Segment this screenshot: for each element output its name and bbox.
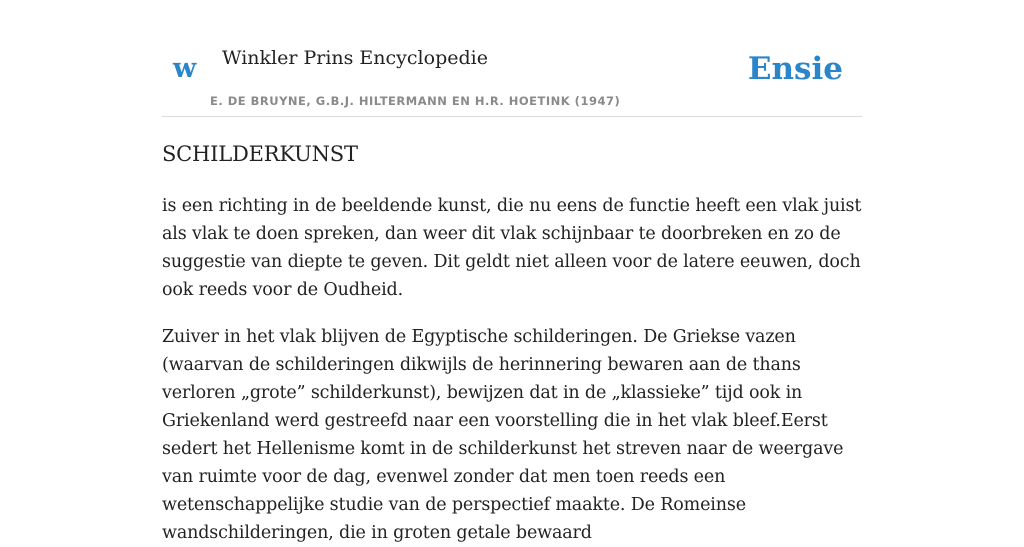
article-paragraph: Zuiver in het vlak blijven de Egyptische schilderingen. De Griekse vazen (waarvan de schilderingen dikwijls de herinnering bewaren aan de thans verloren „grote” schilderkunst), bewijzen dat in de „klassieke” tijd ook in Griekenland werd gestreefd naar een voorstelling die in het vlak bleef.Eerst sedert het Hellenisme komt in de schilderkunst het streven naar de weergave van ruimte voor de dag, evenwel zonder dat men toen reeds een wetenschappelijke studie van de perspectief maakte. De Romeinse wandschilderingen, die in groten getale bewaard (162, 327, 844, 543)
publication-authors: E. DE BRUYNE, G.B.J. HILTERMANN EN H.R. HOETINK (1947) (210, 94, 621, 108)
ensie-logo[interactable]: Ensie (747, 51, 843, 87)
article-title: SCHILDERKUNST (162, 142, 358, 166)
publication-logo-icon[interactable]: w (173, 53, 197, 84)
article (162, 138, 866, 547)
site-header (162, 0, 862, 117)
article-paragraph: is een richting in de beeldende kunst, die nu eens de functie heeft een vlak juist als vlak te doen spreken, dan weer dit vlak schijnbaar te doorbreken en zo de suggestie van diepte te geven. Dit geldt niet alleen voor de latere eeuwen, doch ook reeds voor de Oudheid. (162, 196, 862, 300)
publication-title[interactable]: Winkler Prins Encyclopedie (222, 47, 488, 69)
